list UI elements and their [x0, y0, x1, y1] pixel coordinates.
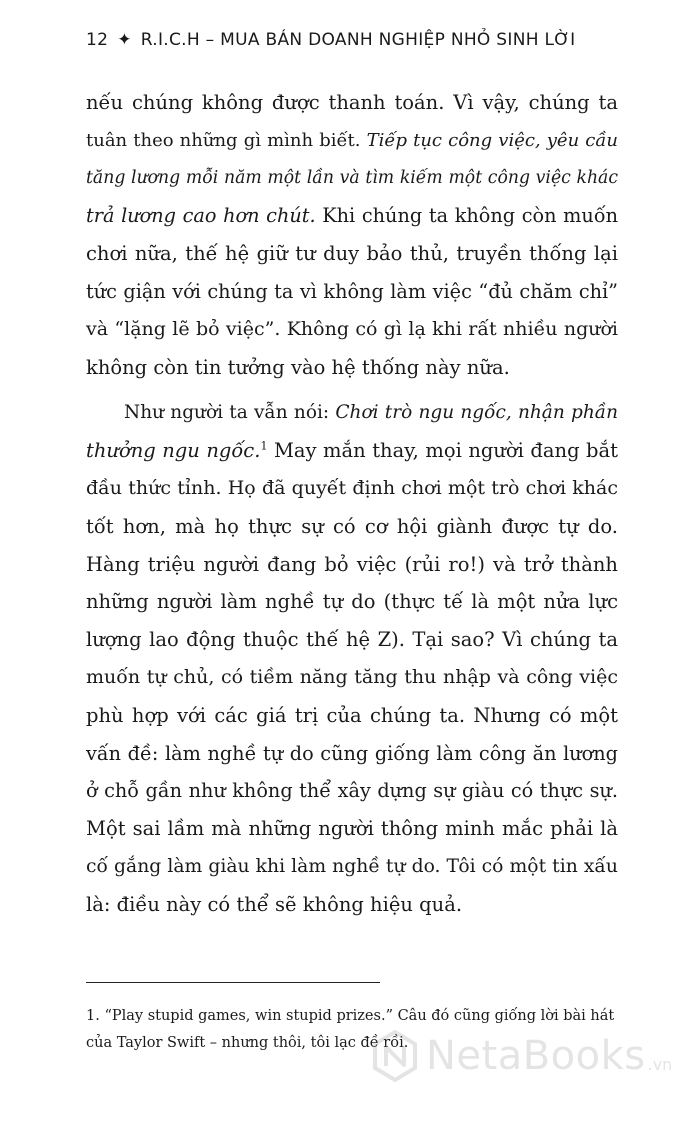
watermark-brand: NetaBooks: [426, 1033, 646, 1079]
p2-line-6: những người làm nghề tự do (thực tế là một nửa lực: [86, 590, 618, 614]
watermark: [372, 1030, 672, 1082]
p1-line-2-italic: Tiếp tục công việc, yêu cầu: [366, 129, 618, 151]
p2-line-1-italic: Chơi trò ngu ngốc, nhận phần: [335, 402, 618, 424]
p2-line-9: phù hợp với các giá trị của chúng ta. Nhưng có một: [86, 703, 618, 727]
book-title: R.I.C.H – MUA BÁN DOANH NGHIỆP NHỎ SINH LỜI: [140, 30, 576, 50]
separator-star-icon: ✦: [117, 30, 132, 50]
body-text: [86, 84, 618, 924]
p2-line-14: là: điều này có thể sẽ không hiệu quả.: [86, 892, 463, 916]
p2-line-7: lượng lao động thuộc thế hệ Z). Tại sao? Vì chúng ta: [86, 628, 618, 652]
paragraph-gap: [86, 386, 618, 394]
footnote-divider: [86, 982, 380, 983]
p2-line-2-italic: thưởng ngu ngốc.: [86, 439, 261, 463]
p1-line-2: [86, 122, 618, 160]
p1-line-4: [86, 197, 618, 235]
p2-line-3: đầu thức tỉnh. Họ đã quyết định chơi một trò chơi khác: [86, 476, 618, 499]
footnote-line-1: 1. “Play stupid games, win stupid prizes.” Câu đó cũng giống lời bài hát: [86, 1008, 615, 1024]
p2-line-8: muốn tự chủ, có tiềm năng tăng thu nhập và công việc: [86, 665, 618, 688]
p1-line-3: [86, 160, 618, 198]
p1-line-5: chơi nữa, thế hệ giữ tư duy bảo thủ, truyền thống lại: [86, 242, 618, 266]
p1-line-8: không còn tin tưởng vào hệ thống này nữa.: [86, 355, 510, 379]
page-number: 12: [86, 30, 109, 50]
netabooks-logo-icon: [372, 1030, 418, 1082]
p2-line-1: [86, 394, 618, 432]
footnote-ref: 1: [260, 439, 268, 453]
p1-line-4-italic: trả lương cao hơn chút.: [86, 204, 316, 228]
p2-line-5: Hàng triệu người đang bỏ việc (rủi ro!) và trở thành: [86, 552, 618, 576]
p2-line-2-text: May mắn thay, mọi người đang bắt: [273, 439, 618, 463]
p1-line-4-text: Khi chúng ta không còn muốn: [322, 204, 619, 228]
footnote-line-2: của Taylor Swift – nhưng thôi, tôi lạc đề rồi.: [86, 1035, 409, 1051]
p1-line-2-text: tuân theo những gì mình biết.: [86, 129, 361, 151]
p2-line-12: Một sai lầm mà những người thông minh mắc phải là: [86, 817, 618, 841]
p2-line-13: cố gắng làm giàu khi làm nghề tự do. Tôi có một tin xấu: [86, 855, 618, 877]
p1-line-6: tức giận với chúng ta vì không làm việc “đủ chăm chỉ”: [86, 279, 618, 303]
p1-line-7: và “lặng lẽ bỏ việc”. Không có gì lạ khi rất nhiều người: [86, 317, 618, 340]
running-header: [86, 30, 575, 50]
p2-line-1-text: Như người ta vẫn nói:: [124, 402, 330, 424]
p1-line-1: nếu chúng không được thanh toán. Vì vậy, chúng ta: [86, 91, 618, 114]
p2-line-11: ở chỗ gần như không thể xây dựng sự giàu có thực sự.: [86, 779, 618, 803]
p2-line-10: vấn đề: làm nghề tự do cũng giống làm công ăn lương: [86, 741, 618, 765]
p2-line-2: [86, 432, 618, 470]
p1-line-3-italic: tăng lương mỗi năm một lần và tìm kiếm một công việc khác: [86, 167, 618, 188]
watermark-suffix: .vn: [647, 1055, 673, 1074]
p2-line-4: tốt hơn, mà họ thực sự có cơ hội giành được tự do.: [86, 514, 618, 538]
